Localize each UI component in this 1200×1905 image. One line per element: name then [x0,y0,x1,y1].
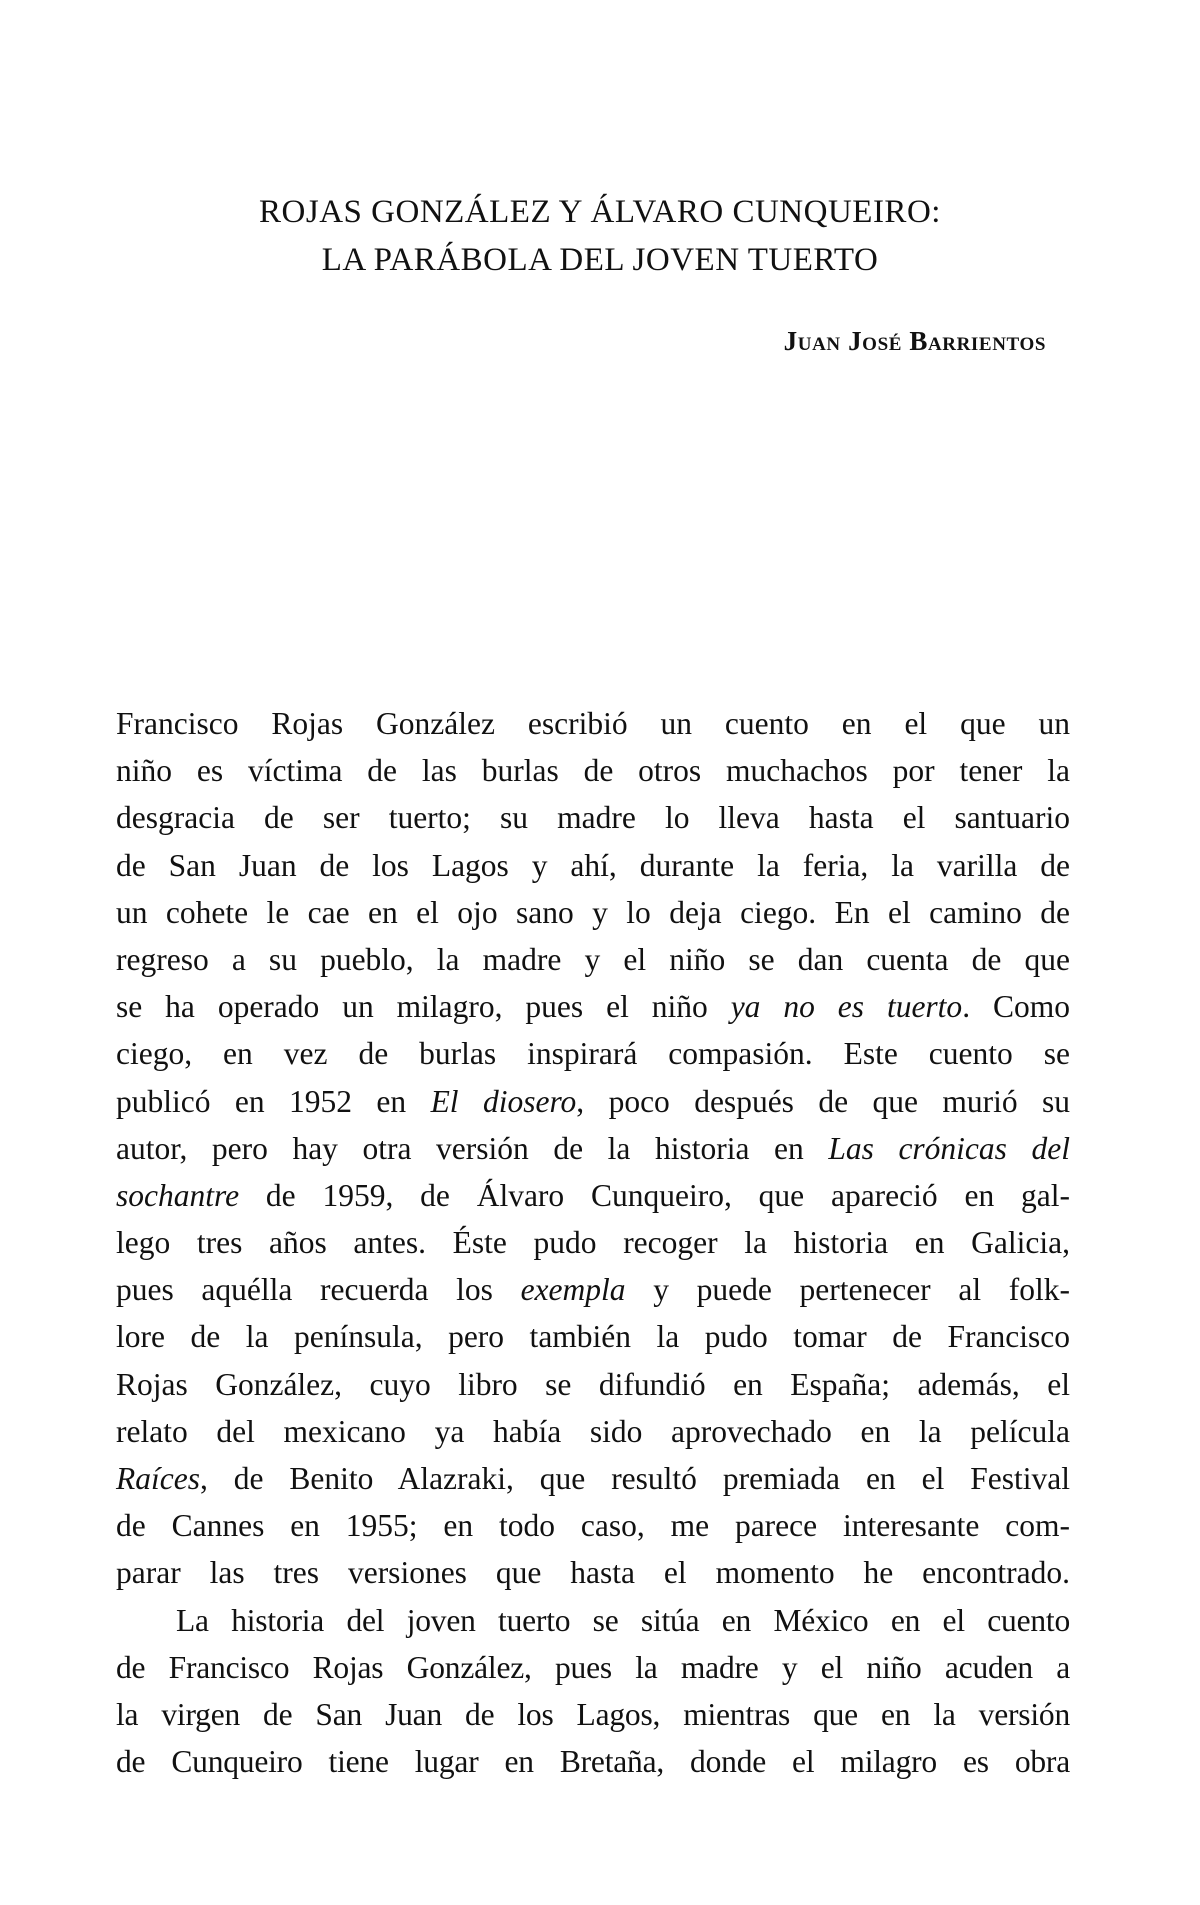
text-line [116,1455,1070,1502]
article-title [0,188,1200,284]
text-run: pues aquélla recuerda los [116,1272,521,1308]
text-run: , poco después de que murió su [576,1083,1071,1119]
text-line: regreso a su pueblo, la madre y el niño se dan cuenta de que [116,941,1070,977]
text-line: la virgen de San Juan de los Lagos, mientras que en la versión [116,1696,1070,1732]
text-run: , de Benito Alazraki, que resultó premiada en el Festival [199,1461,1070,1496]
text-line: Francisco Rojas González escribió un cuento en el que un [116,706,1070,741]
title-line-1: ROJAS GONZÁLEZ Y ÁLVARO CUNQUEIRO: [259,194,941,230]
text-line: La historia del joven tuerto se sitúa en México en el cuento [176,1602,1070,1638]
text-line: niño es víctima de las burlas de otros muchachos por tener la [116,753,1070,789]
text-line [116,1125,1070,1172]
italic-book-title: Las crónicas del [828,1130,1070,1166]
text-line: parar las tres versiones que hasta el momento he encontrado. [116,1555,1070,1591]
text-line: Rojas González, cuyo libro se difundió en España; además, el [116,1366,1070,1402]
italic-film-title: Raíces [116,1461,200,1496]
italic-book-title: El diosero [430,1083,577,1119]
text-line [116,1266,1070,1313]
paragraph-2 [116,1597,1070,1786]
italic-text: exempla [520,1272,626,1308]
text-line: ciego, en vez de burlas inspirará compasión. Este cuento se [116,1036,1070,1072]
text-line: de San Juan de los Lagos y ahí, durante la feria, la varilla de [116,847,1070,883]
paragraph-1 [116,700,1070,1597]
text-line: de Francisco Rojas González, pues la madre y el niño acuden a [116,1649,1070,1685]
text-line: de Cunqueiro tiene lugar en Bretaña, donde el milagro es obra [116,1744,1070,1780]
text-run: autor, pero hay otra versión de la historia en [116,1130,829,1166]
text-line: de Cannes en 1955; en todo caso, me parece interesante com- [116,1508,1070,1544]
italic-text: ya no es tuerto [730,989,963,1025]
text-run: y puede pertenecer al folk- [625,1272,1070,1308]
italic-book-title: sochantre [116,1177,240,1213]
text-run: se ha operado un milagro, pues el niño [116,989,731,1025]
author-name: Juan José Barrientos [783,326,1046,356]
text-run: de 1959, de Álvaro Cunqueiro, que apareció en gal- [239,1177,1070,1213]
text-line [116,1172,1070,1219]
body-text [116,700,1070,1785]
text-line: un cohete le cae en el ojo sano y lo deja ciego. En el camino de [116,894,1070,930]
text-line: desgracia de ser tuerto; su madre lo lleva hasta el santuario [116,800,1070,836]
text-line [116,983,1070,1030]
text-run: publicó en 1952 en [116,1083,431,1119]
title-line-2: LA PARÁBOLA DEL JOVEN TUERTO [321,242,879,278]
text-line: lego tres años antes. Éste pudo recoger la historia en Galicia, [116,1225,1070,1261]
text-line: lore de la península, pero también la pudo tomar de Francisco [116,1319,1070,1355]
text-line: relato del mexicano ya había sido aprovechado en la película [116,1413,1070,1449]
text-run: . Como [962,989,1071,1025]
text-line [116,1078,1070,1125]
